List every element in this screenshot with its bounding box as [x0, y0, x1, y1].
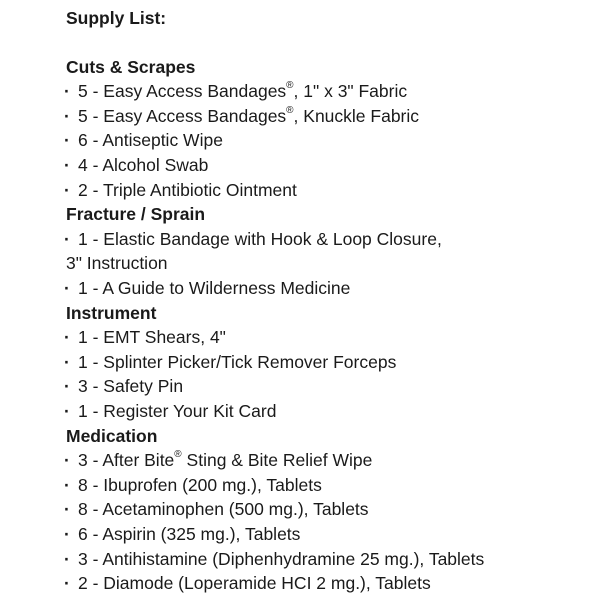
item-text: 3 - Safety Pin	[78, 376, 184, 397]
list-item	[64, 473, 322, 497]
list-item	[64, 448, 372, 472]
item-text: 4 - Alcohol Swab	[78, 154, 209, 175]
section-heading: Medication	[66, 425, 158, 446]
item-text: 3 - Antihistamine (Diphenhydramine 25 mg.), Tablets	[78, 548, 485, 569]
bullet-dot: ·	[64, 523, 70, 544]
list-item	[64, 497, 369, 521]
item-text: 1 - EMT Shears, 4"	[78, 327, 226, 348]
bullet-dot: ·	[64, 351, 70, 372]
item-text: 5 - Easy Access Bandages	[78, 81, 287, 102]
bullet-dot: ·	[64, 573, 70, 594]
list-item	[64, 79, 407, 103]
item-text: 3 - After Bite	[78, 450, 175, 471]
item-text: 6 - Antiseptic Wipe	[78, 130, 223, 151]
item-text: 1 - Elastic Bandage with Hook & Loop Closure,	[78, 228, 442, 249]
item-text: 8 - Acetaminophen (500 mg.), Tablets	[78, 499, 369, 520]
bullet-dot: ·	[64, 327, 70, 348]
list-item	[64, 325, 226, 349]
page-title: Supply List:	[66, 8, 167, 28]
bullet-dot: ·	[64, 105, 70, 126]
item-text-suffix: , 1" x 3" Fabric	[293, 81, 408, 102]
registered-mark: ®	[286, 80, 294, 92]
item-text: 2 - Diamode (Loperamide HCI 2 mg.), Tablets	[78, 573, 431, 594]
item-text: 1 - Register Your Kit Card	[78, 400, 277, 421]
item-text: 2 - Triple Antibiotic Ointment	[78, 179, 297, 200]
bullet-dot: ·	[64, 277, 70, 298]
list-item	[64, 522, 300, 546]
list-item	[64, 128, 223, 152]
list-item	[64, 227, 442, 251]
registered-mark: ®	[174, 449, 182, 461]
bullet-dot: ·	[64, 499, 70, 520]
list-item	[64, 350, 396, 374]
item-text: 5 - Easy Access Bandages	[78, 105, 287, 126]
bullet-dot: ·	[64, 450, 70, 471]
section-heading: Fracture / Sprain	[66, 204, 206, 225]
list-item	[64, 178, 297, 202]
item-text: 1 - A Guide to Wilderness Medicine	[78, 277, 351, 298]
item-text: 8 - Ibuprofen (200 mg.), Tablets	[78, 474, 322, 495]
list-item	[64, 153, 208, 177]
item-text: 6 - Aspirin (325 mg.), Tablets	[78, 523, 301, 544]
registered-mark: ®	[286, 104, 294, 116]
bullet-dot: ·	[64, 81, 70, 102]
item-text: 1 - Splinter Picker/Tick Remover Forceps	[78, 351, 397, 372]
list-item	[64, 104, 419, 128]
bullet-dot: ·	[64, 474, 70, 495]
list-item	[64, 276, 350, 300]
bullet-dot: ·	[64, 179, 70, 200]
bullet-dot: ·	[64, 548, 70, 569]
item-text-suffix: Sting & Bite Relief Wipe	[181, 450, 373, 471]
item-continuation: 3" Instruction	[66, 253, 168, 274]
bullet-dot: ·	[64, 400, 70, 421]
section-heading: Instrument	[66, 302, 157, 323]
list-item	[64, 399, 276, 423]
bullet-dot: ·	[64, 376, 70, 397]
list-item	[64, 547, 484, 571]
list-item	[64, 374, 183, 398]
list-item	[64, 571, 431, 595]
bullet-dot: ·	[64, 228, 70, 249]
section-heading: Cuts & Scrapes	[66, 56, 196, 77]
item-text-suffix: , Knuckle Fabric	[293, 105, 420, 126]
bullet-dot: ·	[64, 130, 70, 151]
bullet-dot: ·	[64, 154, 70, 175]
